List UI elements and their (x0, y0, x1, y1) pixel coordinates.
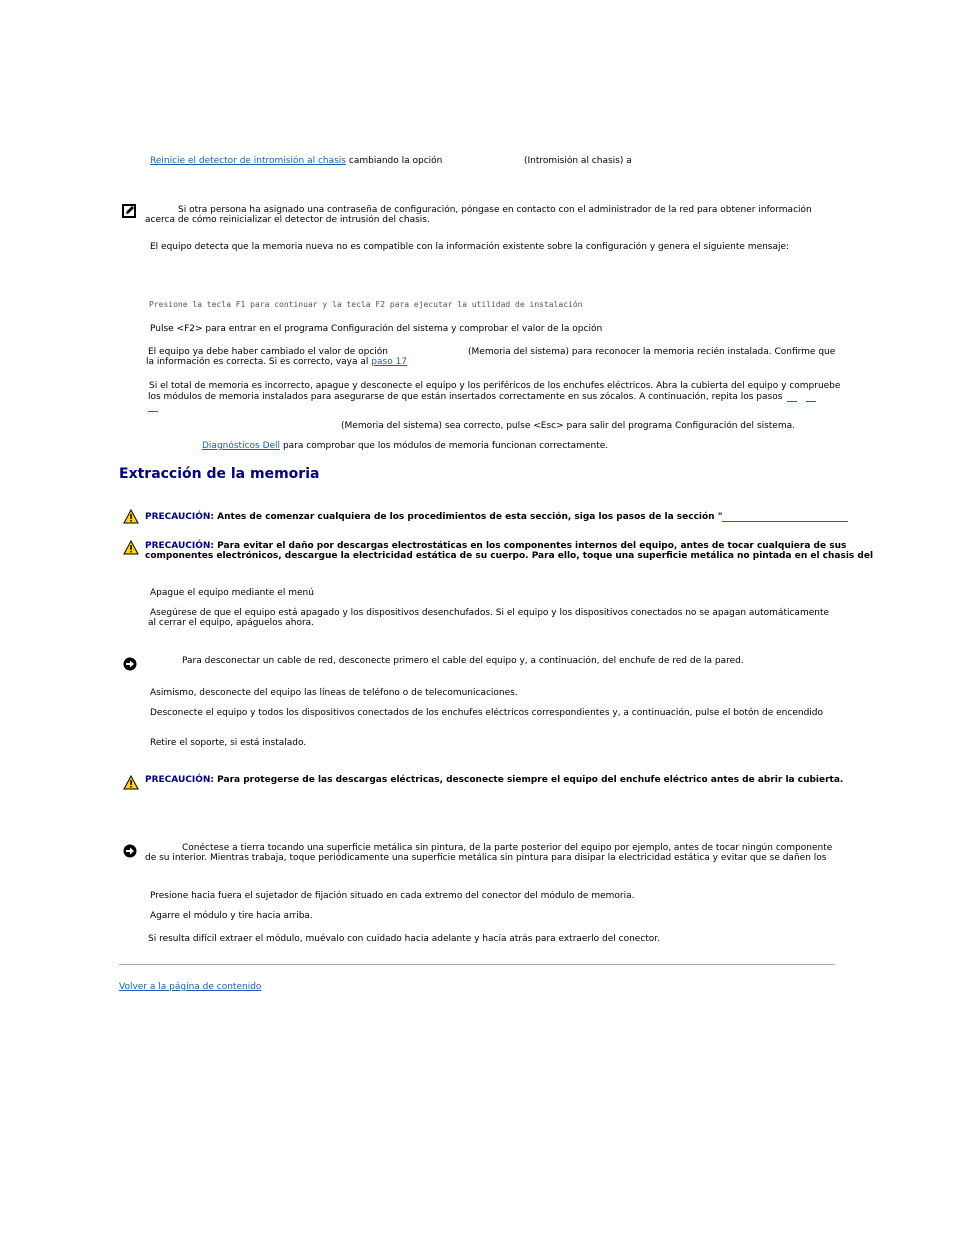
caution3-text: Para protegerse de las descargas eléctricas, desconecte siempre el equipo del enchufe eléctrico antes de abrir la cubierta. (217, 775, 844, 785)
step-total-line2-text: los módulos de memoria instalados para asegurarse de que están insertados correctamente en sus zócalos. A continuación, repita los pasos (148, 392, 783, 402)
step-ref-link-1[interactable] (787, 391, 797, 402)
section-title: Extracción de la memoria (119, 466, 320, 482)
step-detect: El equipo detecta que la memoria nueva no es compatible con la información existente sobre la configuración y genera el siguiente mensaje: (150, 242, 790, 252)
message-code: Presione la tecla F1 para continuar y la tecla F2 para ejecutar la utilidad de instalación (149, 300, 583, 309)
warning-triangle-icon (123, 509, 139, 524)
notice-network: Para desconectar un cable de red, desconecte primero el cable del equipo y, a continuación, del enchufe de red de la pared. (182, 656, 744, 666)
warning-triangle-icon (123, 540, 139, 555)
caution3 (145, 775, 843, 785)
reset-text-b: (Intromisión al chasis) a (524, 156, 632, 166)
notice-ground-line2: de su interior. Mientras trabaja, toque periódicamente una superficie metálica sin pintura para disipar la electricidad estática y evitar que se dañen los (145, 853, 827, 863)
caution1-text: Antes de comenzar cualquiera de los procedimientos de esta sección, siga los pasos de la sección " (217, 512, 723, 522)
note-pencil-icon (122, 204, 136, 218)
notice-arrow-icon (123, 657, 137, 671)
step-phone: Asimismo, desconecte del equipo las líneas de teléfono o de telecomunicaciones. (150, 688, 518, 698)
step-value-a: El equipo ya debe haber cambiado el valor de opción (148, 347, 389, 357)
back-link-container (119, 982, 261, 992)
step-stand: Retire el soporte, si está instalado. (150, 738, 307, 748)
step-shutdown: Apague el equipo mediante el menú (150, 588, 314, 598)
caution1-section-link[interactable] (722, 511, 848, 522)
reset-text-a: cambiando la opción (348, 156, 443, 166)
dell-diagnostics-link[interactable]: Diagnósticos Dell (202, 441, 281, 451)
step-reset-intrusion (150, 156, 442, 166)
step-diagnostics-text: para comprobar que los módulos de memoria funcionan correctamente. (282, 441, 609, 451)
step-value-line2-text: la información es correcta. Si es correcto, vaya al (146, 357, 369, 367)
step-diagnostics (202, 441, 608, 451)
step-ref-link-2[interactable] (806, 391, 816, 402)
step-f2: Pulse <F2> para entrar en el programa Configuración del sistema y comprobar el valor de la opción (150, 324, 603, 334)
caution2-line1 (145, 541, 846, 551)
divider (119, 964, 835, 965)
caution2-label: PRECAUCIÓN: (145, 541, 215, 551)
step-total-line1: Si el total de memoria es incorrecto, apague y desconecte el equipo y los periféricos de los enchufes eléctricos. Abra la cubierta del equipo y compruebe (149, 381, 841, 391)
reset-intrusion-link[interactable]: Reinicie el detector de intromisión al chasis (150, 156, 347, 166)
step-unplug: Desconecte el equipo y todos los dispositivos conectados de los enchufes eléctricos correspondientes y, a continuación, pulse el botón de encendido (150, 708, 823, 718)
step-clip: Presione hacia fuera el sujetador de fijación situado en cada extremo del conector del módulo de memoria. (150, 891, 635, 901)
step-value-line2 (146, 357, 407, 367)
paso-17-link[interactable]: paso 17 (371, 357, 408, 367)
step-grab: Agarre el módulo y tire hacia arriba. (150, 911, 313, 921)
step-wiggle: Si resulta difícil extraer el módulo, muévalo con cuidado hacia adelante y hacia atrás para extraerlo del conector. (148, 934, 661, 944)
step-total-line2 (148, 391, 816, 402)
caution2-line2: componentes electrónicos, descargue la electricidad estática de su cuerpo. Para ello, toque una superficie metálica no pintada en el chasis del (145, 551, 874, 561)
step-ref-link-3[interactable] (148, 401, 158, 412)
caution1 (145, 511, 848, 522)
step-ensure-line2: al cerrar el equipo, apáguelos ahora. (148, 618, 315, 628)
step-total-line3 (148, 401, 158, 412)
step-esc: (Memoria del sistema) sea correcto, pulse <Esc> para salir del programa Configuración del sistema. (341, 421, 795, 431)
note-password-line1: Si otra persona ha asignado una contraseña de configuración, póngase en contacto con el administrador de la red para obtener información (178, 205, 812, 215)
caution1-label: PRECAUCIÓN: (145, 512, 215, 522)
step-ensure-line1: Asegúrese de que el equipo está apagado y los dispositivos desenchufados. Si el equipo y los dispositivos conectados no se apagan automáticamente (150, 608, 830, 618)
notice-arrow-icon (123, 844, 137, 858)
step-value-b: (Memoria del sistema) para reconocer la memoria recién instalada. Confirme que (468, 347, 836, 357)
caution3-label: PRECAUCIÓN: (145, 775, 215, 785)
note-password-line2: acerca de cómo reinicializar el detector de intrusión del chasis. (145, 215, 430, 225)
warning-triangle-icon (123, 775, 139, 790)
back-to-contents-link[interactable]: Volver a la página de contenido (119, 982, 262, 992)
notice-ground-line1: Conéctese a tierra tocando una superficie metálica sin pintura, de la parte posterior del equipo por ejemplo, antes de tocar ningún componente (182, 843, 833, 853)
caution2-line1-text: Para evitar el daño por descargas electrostáticas en los componentes internos del equipo, antes de tocar cualquiera de sus (217, 541, 847, 551)
